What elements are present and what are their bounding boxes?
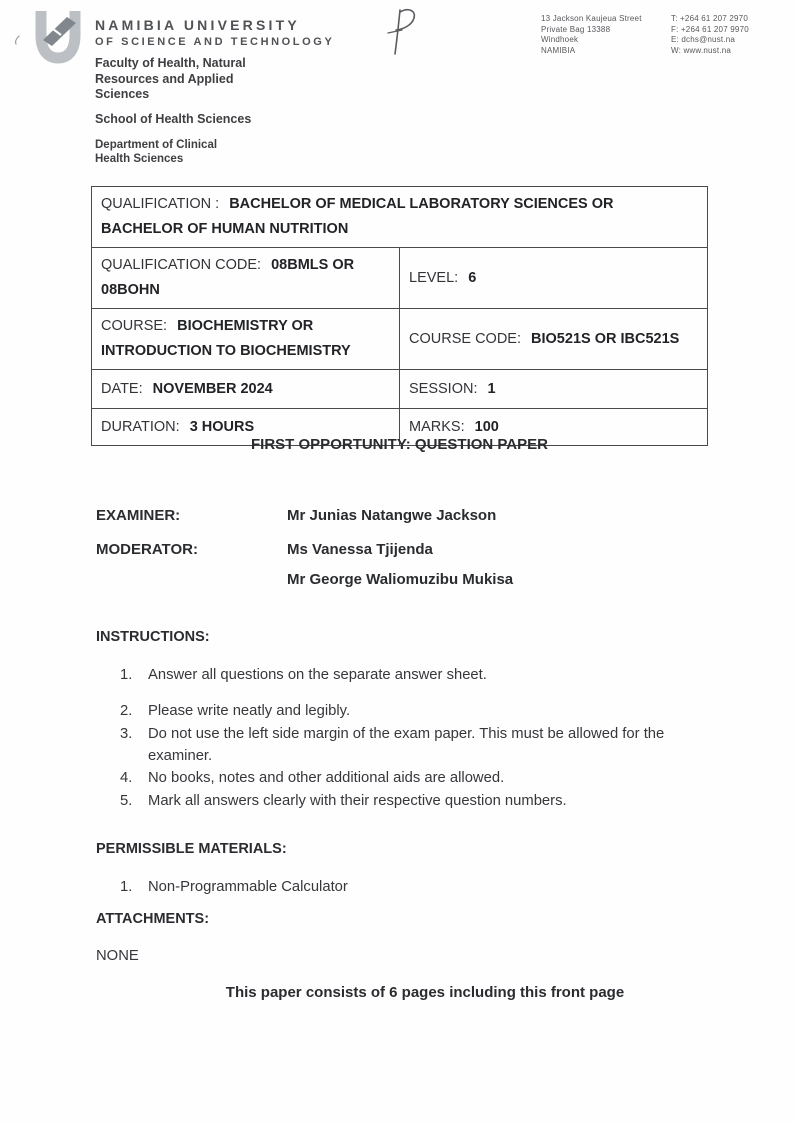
university-name-subline: OF SCIENCE AND TECHNOLOGY xyxy=(95,36,335,48)
instructions-heading: INSTRUCTIONS: xyxy=(96,629,210,645)
course-code-label: COURSE CODE: xyxy=(409,330,521,347)
cell-course-code xyxy=(400,309,708,370)
date-value: NOVEMBER 2024 xyxy=(152,380,273,397)
university-wordmark xyxy=(95,17,334,48)
instruction-text: Please write neatly and legibly. xyxy=(148,703,351,719)
scan-artifact xyxy=(12,34,22,46)
cell-qualification xyxy=(92,187,708,248)
attachments-value: NONE xyxy=(96,948,139,964)
contact-line: T: +264 61 207 2970 xyxy=(671,14,748,23)
cell-session xyxy=(400,370,708,409)
instruction-item xyxy=(120,701,712,723)
session-label: SESSION: xyxy=(409,380,478,397)
session-value: 1 xyxy=(487,380,496,397)
instruction-text: Mark all answers clearly with their respective question numbers. xyxy=(148,793,567,809)
address-line: Windhoek xyxy=(541,35,579,44)
marks-value: 100 xyxy=(474,418,499,435)
permissible-material-item xyxy=(120,877,712,899)
contact-block xyxy=(671,14,749,56)
marks-label: MARKS: xyxy=(409,418,465,435)
cell-date xyxy=(92,370,400,409)
qualification-code-value: 08BMLS OR 08BOHN xyxy=(101,257,355,298)
address-line: Private Bag 13388 xyxy=(541,24,611,34)
cell-level xyxy=(400,248,708,309)
school-name: School of Health Sciences xyxy=(95,112,252,126)
qualification-label: QUALIFICATION : xyxy=(101,196,220,212)
paper-title: FIRST OPPORTUNITY: QUESTION PAPER xyxy=(251,436,548,453)
examiner-row xyxy=(96,507,496,524)
instruction-item xyxy=(120,665,712,687)
moderator-row xyxy=(96,541,433,558)
date-label: DATE: xyxy=(101,380,143,397)
nust-logo-icon xyxy=(28,8,88,66)
address-block xyxy=(541,14,642,56)
instruction-text: No books, notes and other additional aids are allowed. xyxy=(148,770,505,786)
duration-label: DURATION: xyxy=(101,418,180,435)
contact-line: W: www.nust.na xyxy=(671,45,732,55)
level-value: 6 xyxy=(468,269,477,286)
exam-info-table xyxy=(91,186,708,446)
address-line: 13 Jackson Kaujeua Street xyxy=(541,14,642,23)
course-code-value: BIO521S OR IBC521S xyxy=(531,330,680,347)
course-label: COURSE: xyxy=(101,318,168,334)
attachments-heading: ATTACHMENTS: xyxy=(96,911,210,927)
duration-value: 3 HOURS xyxy=(189,418,255,435)
permissible-materials-heading: PERMISSIBLE MATERIALS: xyxy=(96,841,287,857)
instruction-number: 2. xyxy=(120,703,133,719)
cell-qualification-code xyxy=(92,248,400,309)
moderator-name: Ms Vanessa Tjijenda xyxy=(287,541,433,558)
handwritten-mark xyxy=(366,3,428,59)
instruction-number: 4. xyxy=(120,770,133,786)
moderator-label: MODERATOR: xyxy=(96,541,198,558)
instruction-item xyxy=(120,791,712,813)
material-text: Non-Programmable Calculator xyxy=(148,879,348,895)
instruction-number: 1. xyxy=(120,667,133,683)
table-row-date-session xyxy=(92,370,708,409)
instruction-item xyxy=(120,724,712,767)
course-value: BIOCHEMISTRY OR INTRODUCTION TO BIOCHEMISTRY xyxy=(101,318,351,359)
cell-course xyxy=(92,309,400,370)
table-row-qualification xyxy=(92,187,708,248)
instruction-text: Do not use the left side margin of the exam paper. This must be allowed for the examiner. xyxy=(148,726,665,764)
contact-line: E: dchs@nust.na xyxy=(671,35,736,44)
material-number: 1. xyxy=(120,879,133,895)
page-count-note: This paper consists of 6 pages including this front page xyxy=(225,984,625,1001)
qualification-code-label: QUALIFICATION CODE: xyxy=(101,257,262,273)
table-row-course xyxy=(92,309,708,370)
table-row-code-level xyxy=(92,248,708,309)
instruction-text: Answer all questions on the separate answer sheet. xyxy=(148,667,487,683)
level-label: LEVEL: xyxy=(409,269,459,286)
moderator-row-2 xyxy=(96,571,513,588)
moderator-name: Mr George Waliomuzibu Mukisa xyxy=(287,571,514,588)
instruction-number: 5. xyxy=(120,793,133,809)
qualification-value: BACHELOR OF MEDICAL LABORATORY SCIENCES OR BACHELOR OF HUMAN NUTRITION xyxy=(101,196,614,237)
contact-line: F: +264 61 207 9970 xyxy=(671,24,749,34)
examiner-label: EXAMINER: xyxy=(96,507,181,524)
faculty-name: Faculty of Health, Natural Resources and Applied Sciences xyxy=(95,56,246,101)
university-name: NAMIBIA UNIVERSITY xyxy=(95,17,300,33)
department-name: Department of Clinical Health Sciences xyxy=(95,139,218,165)
address-line: NAMIBIA xyxy=(541,45,576,55)
examiner-name: Mr Junias Natangwe Jackson xyxy=(287,507,497,524)
instruction-item xyxy=(120,768,712,790)
instruction-number: 3. xyxy=(120,726,133,742)
